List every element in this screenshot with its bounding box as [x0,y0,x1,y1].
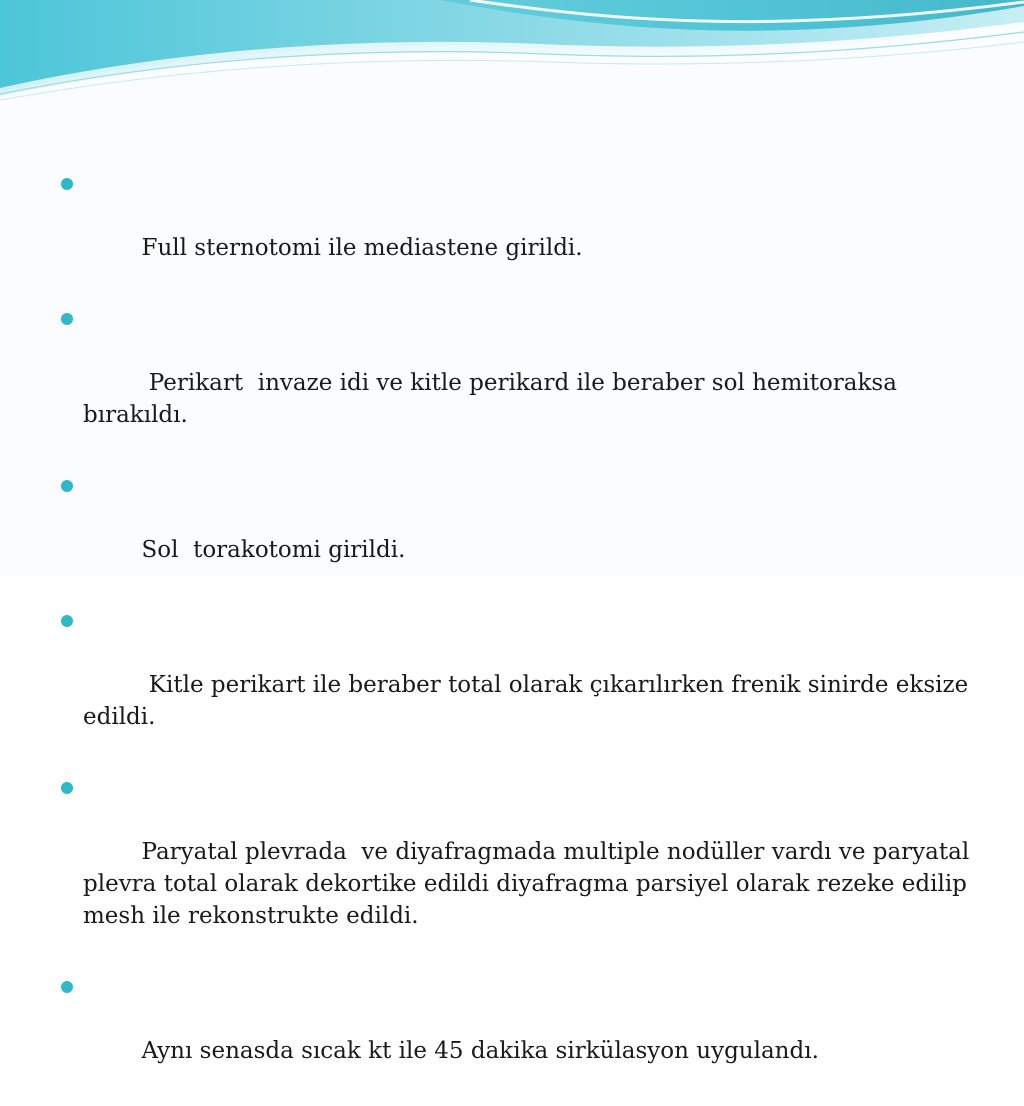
bullet-content [60,168,980,1106]
header-wave-decoration [0,0,1024,110]
bullet-text: Aynı senasda sıcak kt ile 45 dakika sirkülasyon uygulandı. [141,1038,819,1064]
list-item [60,772,980,964]
list-item [60,971,980,1099]
list-item [60,470,980,598]
bullet-text: Perikart invaze idi ve kitle perikard ile beraber sol hemitoraksa bırakıldı. [83,370,905,428]
bullet-dot-icon [61,981,73,993]
bullet-text: Sol torakotomi girildi. [141,537,406,563]
list-item [60,168,980,296]
list-item [60,605,980,765]
bullet-dot-icon [61,615,73,627]
bullet-dot-icon [61,480,73,492]
list-item [60,303,980,463]
bullet-text: Kitle perikart ile beraber total olarak çıkarılırken frenik sinirde eksize edildi. [83,672,976,730]
bullet-dot-icon [61,313,73,325]
bullet-list [60,168,980,1099]
bullet-text: Paryatal plevrada ve diyafragmada multiple nodüller vardı ve paryatal plevra total olarak dekortike edildi diyafragma parsiyel olarak rezeke edilip mesh ile rekonstrukte edildi. [83,839,977,929]
bullet-dot-icon [61,178,73,190]
bullet-text: Full sternotomi ile mediastene girildi. [141,235,583,261]
bullet-dot-icon [61,782,73,794]
